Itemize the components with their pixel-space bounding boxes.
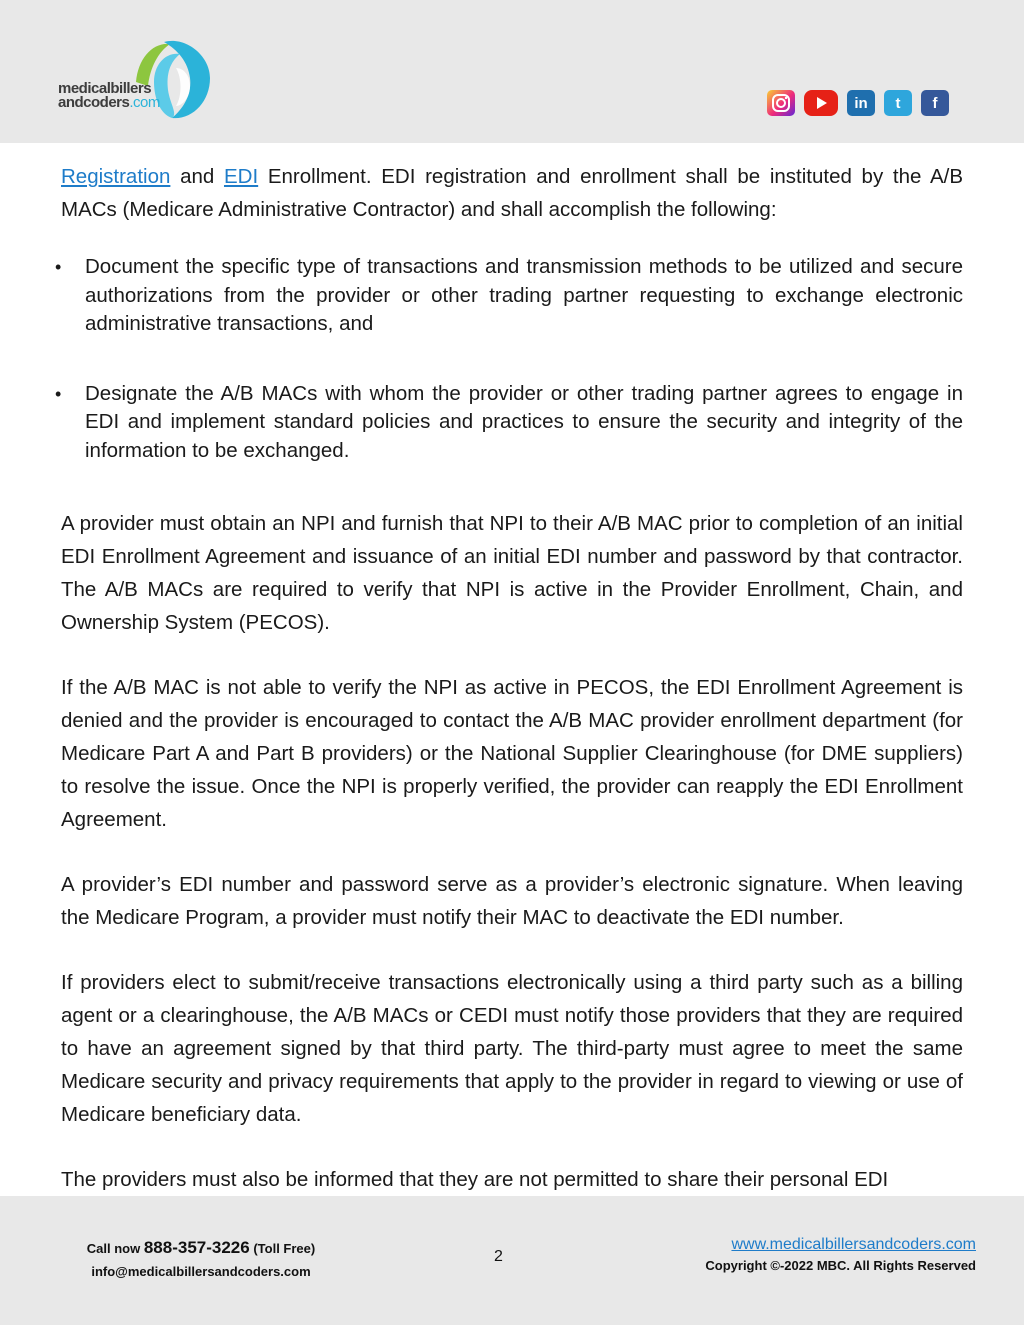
registration-link[interactable]: Registration bbox=[61, 165, 171, 188]
facebook-icon[interactable]: f bbox=[921, 90, 949, 116]
list-item: • Designate the A/B MACs with whom the provider or other trading partner agrees to engage in EDI and implement standard policies and practices to ensure the security and integrity of the information to be exchanged. bbox=[61, 380, 963, 466]
youtube-icon[interactable] bbox=[804, 90, 838, 116]
npi-paragraph: A provider must obtain an NPI and furnish that NPI to their A/B MAC prior to completion of an initial EDI Enrollment Agreement and issuance of an initial EDI number and password by that contractor. The A/B MACs are required to verify that NPI is active in the Provider Enrollment, Chain, and Ownership System (PECOS). bbox=[61, 512, 963, 634]
instagram-icon[interactable] bbox=[767, 90, 795, 116]
company-logo[interactable] bbox=[58, 38, 218, 122]
edi-link[interactable]: EDI bbox=[223, 165, 259, 188]
site-info bbox=[700, 1236, 976, 1273]
pecos-paragraph: If the A/B MAC is not able to verify the NPI as active in PECOS, the EDI Enrollment Agreement is denied and the provider is encouraged to contact the A/B MAC provider enrollment department (for Medicare Part A and Part B providers) or the National Supplier Clearinghouse (for DME suppliers) to resolve the issue. Once the NPI is properly verified, the provider can reapply the EDI Enrollment Agreement. bbox=[61, 676, 963, 831]
social-links bbox=[767, 90, 949, 116]
third-party-paragraph: If providers elect to submit/receive transactions electronically using a third party such as a billing agent or a clearinghouse, the A/B MACs or CEDI must notify those providers that they are required to have an agreement signed by that third party. The third-party must agree to meet the same Medicare security and privacy requirements that apply to the provider in regard to viewing or use of Medicare beneficiary data. bbox=[61, 971, 963, 1126]
list-item: • Document the specific type of transactions and transmission methods to be utilized and secure authorizations from the provider or other trading partner requesting to exchange electronic administrative transactions, and bbox=[61, 253, 963, 339]
signature-paragraph: A provider’s EDI number and password serve as a provider’s electronic signature. When leaving the Medicare Program, a provider must notify their MAC to deactivate the EDI number. bbox=[61, 873, 963, 929]
intro-paragraph: Registration and EDI Enrollment. EDI registration and enrollment shall be instituted by the A/B MACs (Medicare Administrative Contractor) and shall accomplish the following: bbox=[61, 165, 963, 221]
page-footer bbox=[0, 1196, 1024, 1325]
website-link[interactable]: www.medicalbillersandcoders.com bbox=[731, 1236, 976, 1253]
copyright-text: Copyright ©-2022 MBC. All Rights Reserved bbox=[705, 1258, 976, 1273]
twitter-icon[interactable]: t bbox=[884, 90, 912, 116]
document-body bbox=[61, 160, 963, 1196]
linkedin-icon[interactable]: in bbox=[847, 90, 875, 116]
phone-number[interactable]: 888-357-3226 bbox=[143, 1238, 250, 1257]
page-header bbox=[0, 0, 1024, 143]
sharing-paragraph: The providers must also be informed that they are not permitted to share their personal EDI bbox=[61, 1168, 889, 1191]
page-number: 2 bbox=[494, 1248, 503, 1265]
logo-text: medicalbillers andcoders.com bbox=[58, 80, 160, 111]
contact-info: Call now 888-357-3226 (Toll Free) info@medicalbillersandcoders.com bbox=[81, 1238, 321, 1279]
email-address[interactable]: info@medicalbillersandcoders.com bbox=[91, 1264, 311, 1279]
requirements-list bbox=[61, 253, 963, 465]
